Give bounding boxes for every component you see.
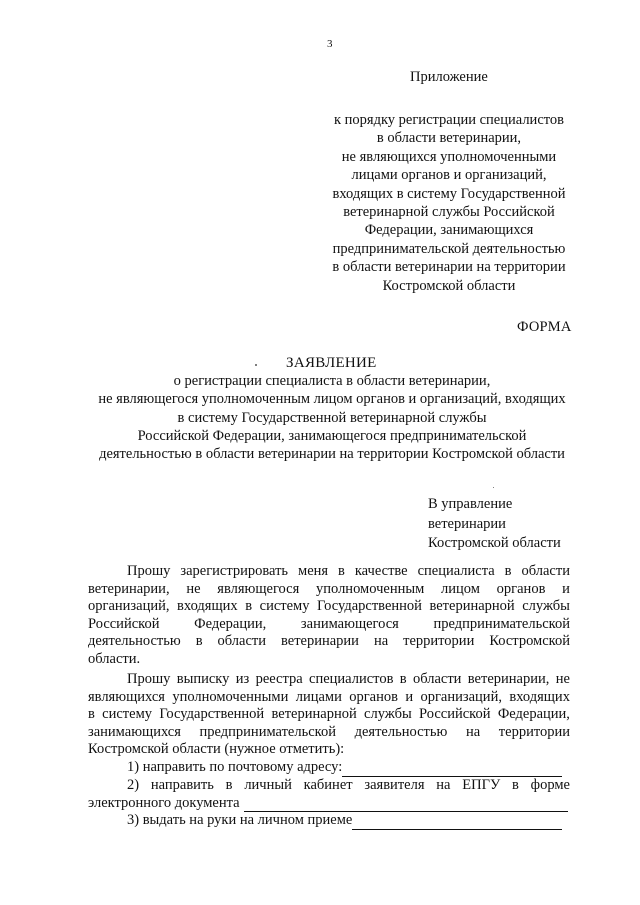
addressee-line: В управление bbox=[428, 496, 513, 512]
statement-title: ЗАЯВЛЕНИЕ bbox=[286, 355, 377, 371]
paragraph-line: области. bbox=[88, 650, 141, 667]
paragraph-line: Костромской области (нужное отметить): bbox=[88, 741, 345, 758]
subtitle-line: не являющегося уполномоченным лицом органов и организаций, входящих bbox=[98, 391, 566, 408]
scan-speck bbox=[493, 487, 494, 488]
appendix-line: Костромской области bbox=[382, 277, 516, 294]
registration-request-paragraph bbox=[88, 563, 570, 669]
paragraph-line: организаций, входящих в систему Государственной ветеринарной службы bbox=[88, 598, 570, 615]
in-person-blank-line[interactable] bbox=[352, 816, 562, 830]
paragraph-line: ветеринарии, не являющегося уполномоченным лицом органов и bbox=[88, 580, 570, 597]
appendix-line: не являющихся уполномоченными bbox=[341, 148, 557, 165]
scan-speck bbox=[255, 364, 257, 366]
electronic-document-blank-line[interactable] bbox=[244, 798, 568, 812]
option-label: 1) направить по почтовому адресу: bbox=[127, 759, 343, 775]
paragraph-line: деятельностью в области ветеринарии на территории Костромской bbox=[88, 633, 570, 650]
paragraph-line: являющихся уполномоченными лицами органов и организаций, входящих bbox=[88, 688, 570, 705]
appendix-line: в области ветеринарии на территории bbox=[332, 259, 566, 276]
paragraph-line: занимающихся предпринимательской деятельностью на территории bbox=[88, 723, 570, 740]
appendix-line: Федерации, занимающихся bbox=[364, 222, 534, 239]
statement-subtitle bbox=[82, 372, 582, 463]
appendix-line: лицами органов и организаций, bbox=[351, 167, 547, 184]
subtitle-line: в систему Государственной ветеринарной службы bbox=[177, 409, 487, 426]
appendix-line: входящих в систему Государственной bbox=[332, 185, 566, 202]
option-label: 3) выдать на руки на личном приеме bbox=[127, 812, 353, 828]
subtitle-line: о регистрации специалиста в области ветеринарии, bbox=[173, 373, 491, 389]
paragraph-line: Прошу выписку из реестра специалистов в области ветеринарии, не bbox=[127, 671, 570, 687]
paragraph-line: в систему Государственной ветеринарной службы Российской Федерации, bbox=[88, 706, 570, 723]
appendix-line: в области ветеринарии, bbox=[376, 130, 522, 147]
appendix-line: ветеринарной службы Российской bbox=[343, 204, 555, 221]
appendix-line: к порядку регистрации специалистов bbox=[333, 112, 564, 128]
subtitle-line: деятельностью в области ветеринарии на территории Костромской области bbox=[99, 446, 565, 463]
paragraph-line: Российской Федерации, занимающегося предпринимательской bbox=[88, 615, 570, 632]
addressee-line: Костромской области bbox=[428, 535, 561, 551]
option-label-continued: электронного документа bbox=[88, 794, 240, 811]
appendix-title: Приложение bbox=[410, 69, 488, 85]
subtitle-line: Российской Федерации, занимающегося предпринимательской bbox=[137, 427, 527, 444]
page-number: 3 bbox=[327, 38, 333, 50]
appendix-line: предпринимательской деятельностью bbox=[332, 240, 566, 257]
option-label: 2) направить в личный кабинет заявителя на ЕПГУ в форме bbox=[127, 777, 570, 793]
form-label: ФОРМА bbox=[517, 319, 572, 335]
addressee-block bbox=[428, 495, 561, 554]
extract-request-paragraph bbox=[88, 671, 570, 759]
option-in-person bbox=[127, 812, 562, 830]
paragraph-line: Прошу зарегистрировать меня в качестве специалиста в области bbox=[127, 563, 570, 579]
postal-address-blank-line[interactable] bbox=[342, 763, 562, 777]
addressee-line: ветеринарии bbox=[428, 515, 506, 532]
appendix-description bbox=[320, 111, 578, 295]
option-postal-address bbox=[127, 759, 562, 777]
option-personal-account bbox=[88, 777, 570, 812]
